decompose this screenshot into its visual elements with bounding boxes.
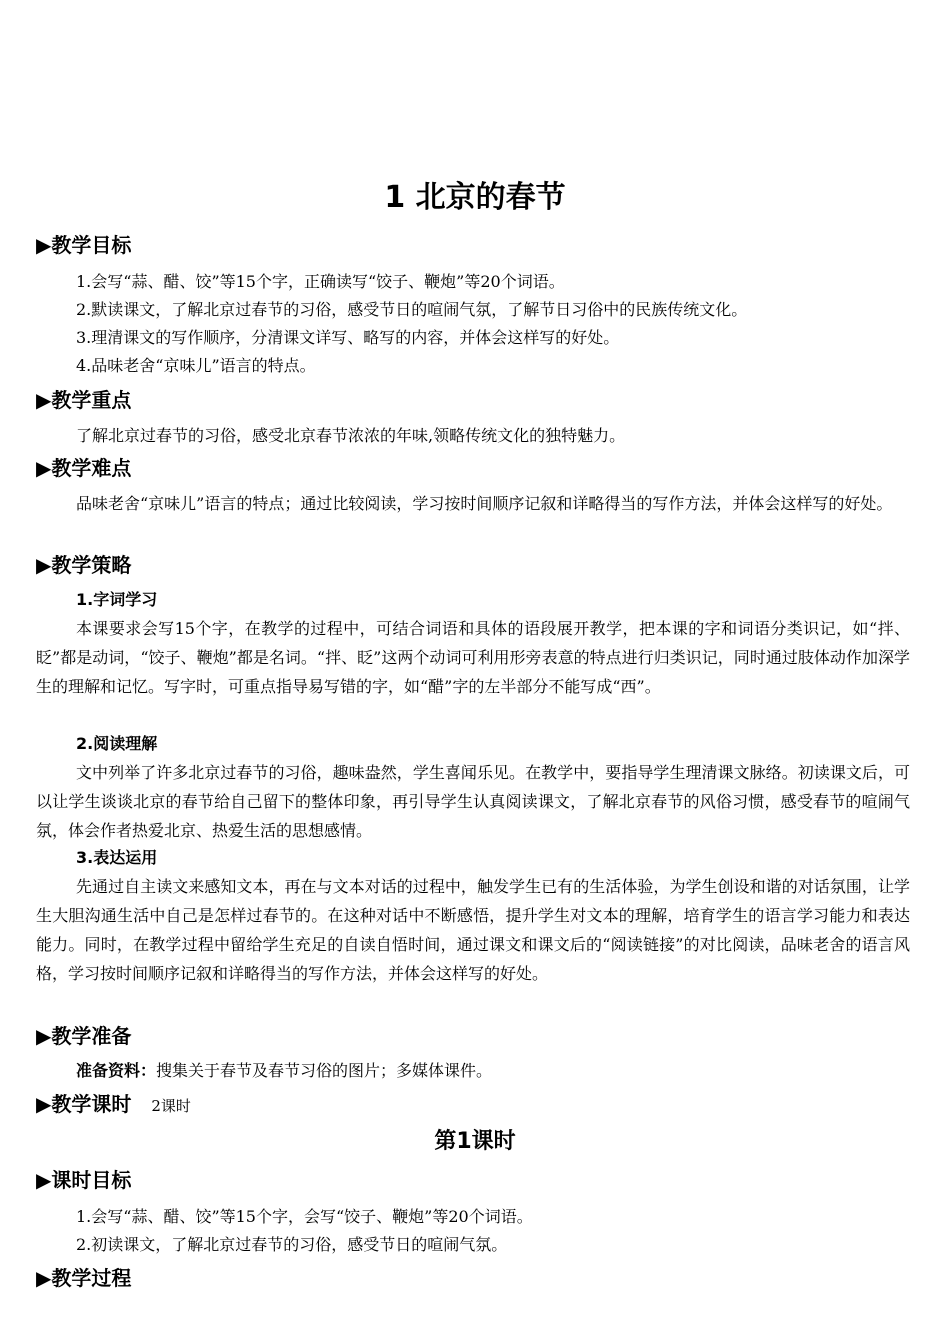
strategy-subtitle: 2.阅读理解 [76,734,158,753]
section-heading-keypoints: ▶教学重点 [36,388,132,412]
difficulties-text: 品味老舍“京味儿”语言的特点；通过比较阅读，学习按时间顺序记叙和详略得当的写作方法，并体会这样写的好处。 [76,494,893,513]
hours-value: 2课时 [151,1097,191,1115]
section-heading-difficulties: ▶教学难点 [36,456,132,480]
lesson-goal-item: 2.初读课文，了解北京过春节的习俗，感受节日的喧闹气氛。 [76,1235,508,1254]
strategy-subtitle: 3.表达运用 [76,848,158,867]
preparation-text: 搜集关于春节及春节习俗的图片；多媒体课件。 [156,1061,493,1080]
goal-item: 4.品味老舍“京味儿”语言的特点。 [76,356,316,375]
hours-label: ▶教学课时 [36,1092,132,1116]
strategy-text: 先通过自主读文来感知文本，再在与文本对话的过程中，触发学生已有的生活体验，为学生创设和谐的对话氛围，让学生大胆沟通生活中自己是怎样过春节的。在这种对话中不断感悟，提升学生对文本的理解，培育学生的语言学习能力和表达能力。同时，在教学过程中留给学生充足的自读自悟时间，通过课文和课文后的“阅读链接”的对比阅读，品味老舍的语言风格，学习按时间顺序记叙和详略得当的写作方法，并体会这样写的好处。 [36,877,910,983]
goal-item: 3.理清课文的写作顺序，分清课文详写、略写的内容，并体会这样写的好处。 [76,328,620,347]
strategy-subtitle: 1.字词学习 [76,590,158,609]
section-heading-goals: ▶教学目标 [36,233,132,257]
section-heading-strategy: ▶教学策略 [36,553,132,577]
preparation-label: 准备资料： [76,1061,157,1080]
goal-item: 1.会写“蒜、醋、饺”等15个字，正确读写“饺子、鞭炮”等20个词语。 [76,272,565,291]
lesson-title: 第1课时 [434,1129,516,1154]
section-heading-preparation: ▶教学准备 [36,1024,132,1048]
strategy-text: 本课要求会写15个字，在教学的过程中，可结合词语和具体的语段展开教学，把本课的字和词语分类识记，如“拌、眨”都是动词，“饺子、鞭炮”都是名词。“拌、眨”这两个动词可利用形旁表意的特点进行归类识记，同时通过肢体动作加深学生的理解和记忆。写字时，可重点指导易写错的字，如“醋”字的左半部分不能写成“西”。 [36,619,910,696]
goal-item: 2.默读课文，了解北京过春节的习俗，感受节日的喧闹气氛，了解节日习俗中的民族传统文化。 [76,300,748,319]
keypoints-text: 了解北京过春节的习俗，感受北京春节浓浓的年味,领略传统文化的独特魅力。 [76,426,626,445]
section-heading-lesson-goals: ▶课时目标 [36,1168,132,1192]
preparation-line [76,1057,492,1085]
lesson-goal-item: 1.会写“蒜、醋、饺”等15个字，会写“饺子、鞭炮”等20个词语。 [76,1207,533,1226]
section-heading-process: ▶教学过程 [36,1266,132,1290]
strategy-text: 文中列举了许多北京过春节的习俗，趣味盎然，学生喜闻乐见。在教学中，要指导学生理清课文脉络。初读课文后，可以让学生谈谈北京的春节给自己留下的整体印象，再引导学生认真阅读课文，了解北京春节的风俗习惯，感受春节的喧闹气氛，体会作者热爱北京、热爱生活的思想感情。 [36,763,910,840]
document-title: 1 北京的春节 [384,180,566,215]
section-heading-hours [36,1089,191,1121]
